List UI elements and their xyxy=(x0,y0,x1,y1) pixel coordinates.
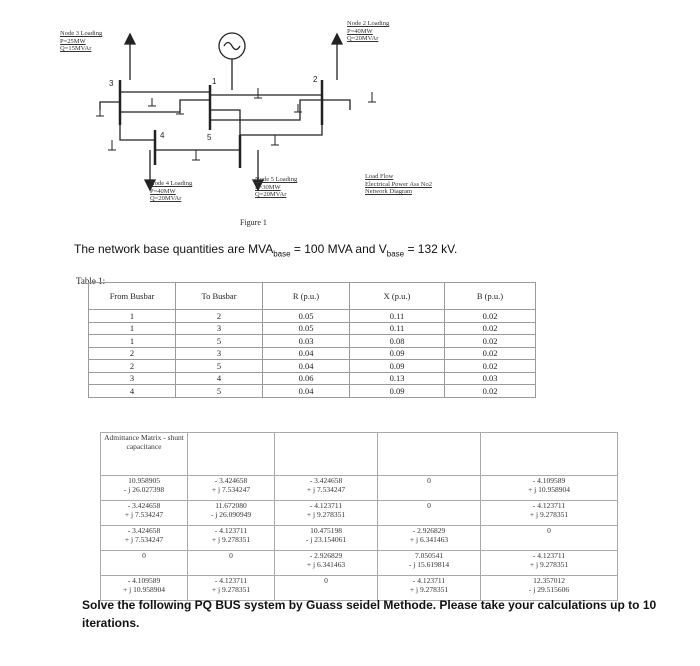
node2-label: Node 2 Loading P=40MW Q=20MVAr xyxy=(347,20,390,42)
matrix-cell: 10.475198 - j 23.154061 xyxy=(275,526,378,551)
matrix-cell: - 4.123711 + j 9.278351 xyxy=(188,576,275,601)
matrix-cell: 0 xyxy=(481,526,618,551)
matrix-cell: - 2.926829 + j 6.341463 xyxy=(378,526,481,551)
matrix-row xyxy=(101,526,618,551)
matrix-row xyxy=(101,551,618,576)
matrix-cell: - 3.424658 + j 7.534247 xyxy=(188,476,275,501)
matrix-cell: 12.357012 - j 29.515606 xyxy=(481,576,618,601)
matrix-header-row xyxy=(101,433,618,476)
table-row: 1 2 0.05 0.11 0.02 xyxy=(89,310,536,323)
table-row: 1 3 0.05 0.11 0.02 xyxy=(89,322,536,335)
base-quantities-text: The network base quantities are $MVA_{base} = 100$ MVA and $V_{base} = 132$ kV. xyxy=(74,242,458,259)
bus-2-number: 2 xyxy=(313,75,318,84)
table-row: 2 5 0.04 0.09 0.02 xyxy=(89,360,536,373)
matrix-cell: - 4.123711 + j 9.278351 xyxy=(188,526,275,551)
bus-4-number: 4 xyxy=(160,131,165,140)
matrix-cell: 0 xyxy=(275,576,378,601)
bus-3-number: 3 xyxy=(109,79,114,88)
col-r: R (p.u.) xyxy=(263,283,350,310)
matrix-cell: - 3.424658 + j 7.534247 xyxy=(101,526,188,551)
matrix-cell: 0 xyxy=(378,501,481,526)
matrix-cell: - 4.123711 + j 9.278351 xyxy=(378,576,481,601)
generator-sine xyxy=(224,43,240,50)
col-b: B (p.u.) xyxy=(445,283,536,310)
matrix-cell: - 4.109589 + j 10.958904 xyxy=(101,576,188,601)
col-to-busbar: To Busbar xyxy=(176,283,263,310)
question-text: Solve the following PQ BUS system by Guass seidel Methode. Please take your calculations up to 10 iterations. xyxy=(82,598,657,630)
network-diagram xyxy=(0,0,700,240)
node5-label: Node 5 Loading P=30MW Q=20MVAr xyxy=(255,176,298,198)
col-x: X (p.u.) xyxy=(350,283,445,310)
node3-label: Node 3 Loading P=25MW Q=15MVAr xyxy=(60,30,103,52)
matrix-cell: 10.958905 - j 26.027398 xyxy=(101,476,188,501)
bus-1-number: 1 xyxy=(212,77,217,86)
line-data-table xyxy=(88,282,536,398)
matrix-cell: - 4.123711 + j 9.278351 xyxy=(481,501,618,526)
table-row: 4 5 0.04 0.09 0.02 xyxy=(89,385,536,398)
matrix-cell: 0 xyxy=(188,551,275,576)
node4-label: Node 4 Loading P=40MW Q=20MVAr xyxy=(150,180,193,202)
matrix-title-cell: Admittance Matrix - shunt capacitance xyxy=(101,433,188,476)
bus-5-number: 5 xyxy=(207,133,212,142)
matrix-row xyxy=(101,476,618,501)
matrix-cell: - 3.424658 + j 7.534247 xyxy=(101,501,188,526)
matrix-cell: - 2.926829 + j 6.341463 xyxy=(275,551,378,576)
table-row: 1 5 0.03 0.08 0.02 xyxy=(89,335,536,348)
matrix-cell: 0 xyxy=(378,476,481,501)
matrix-cell: - 4.109589 + j 10.958904 xyxy=(481,476,618,501)
diagram-legend: Load Flow Electrical Power Ass No2 Network Diagram xyxy=(365,173,432,195)
matrix-cell: - 4.123711 + j 9.278351 xyxy=(275,501,378,526)
matrix-cell: 0 xyxy=(101,551,188,576)
col-from-busbar: From Busbar xyxy=(89,283,176,310)
table-row: 3 4 0.06 0.13 0.03 xyxy=(89,372,536,385)
matrix-cell: - 4.123711 + j 9.278351 xyxy=(481,551,618,576)
table-row: 2 3 0.04 0.09 0.02 xyxy=(89,347,536,360)
matrix-cell: 11.672080 - j 26.090949 xyxy=(188,501,275,526)
figure-caption: Figure 1 xyxy=(240,218,267,227)
admittance-matrix-table xyxy=(100,432,618,601)
matrix-row xyxy=(101,501,618,526)
matrix-cell: 7.050541 - j 15.619814 xyxy=(378,551,481,576)
table1-label: Table 1: xyxy=(76,276,106,286)
table-header-row xyxy=(89,283,536,310)
matrix-cell: - 3.424658 + j 7.534247 xyxy=(275,476,378,501)
